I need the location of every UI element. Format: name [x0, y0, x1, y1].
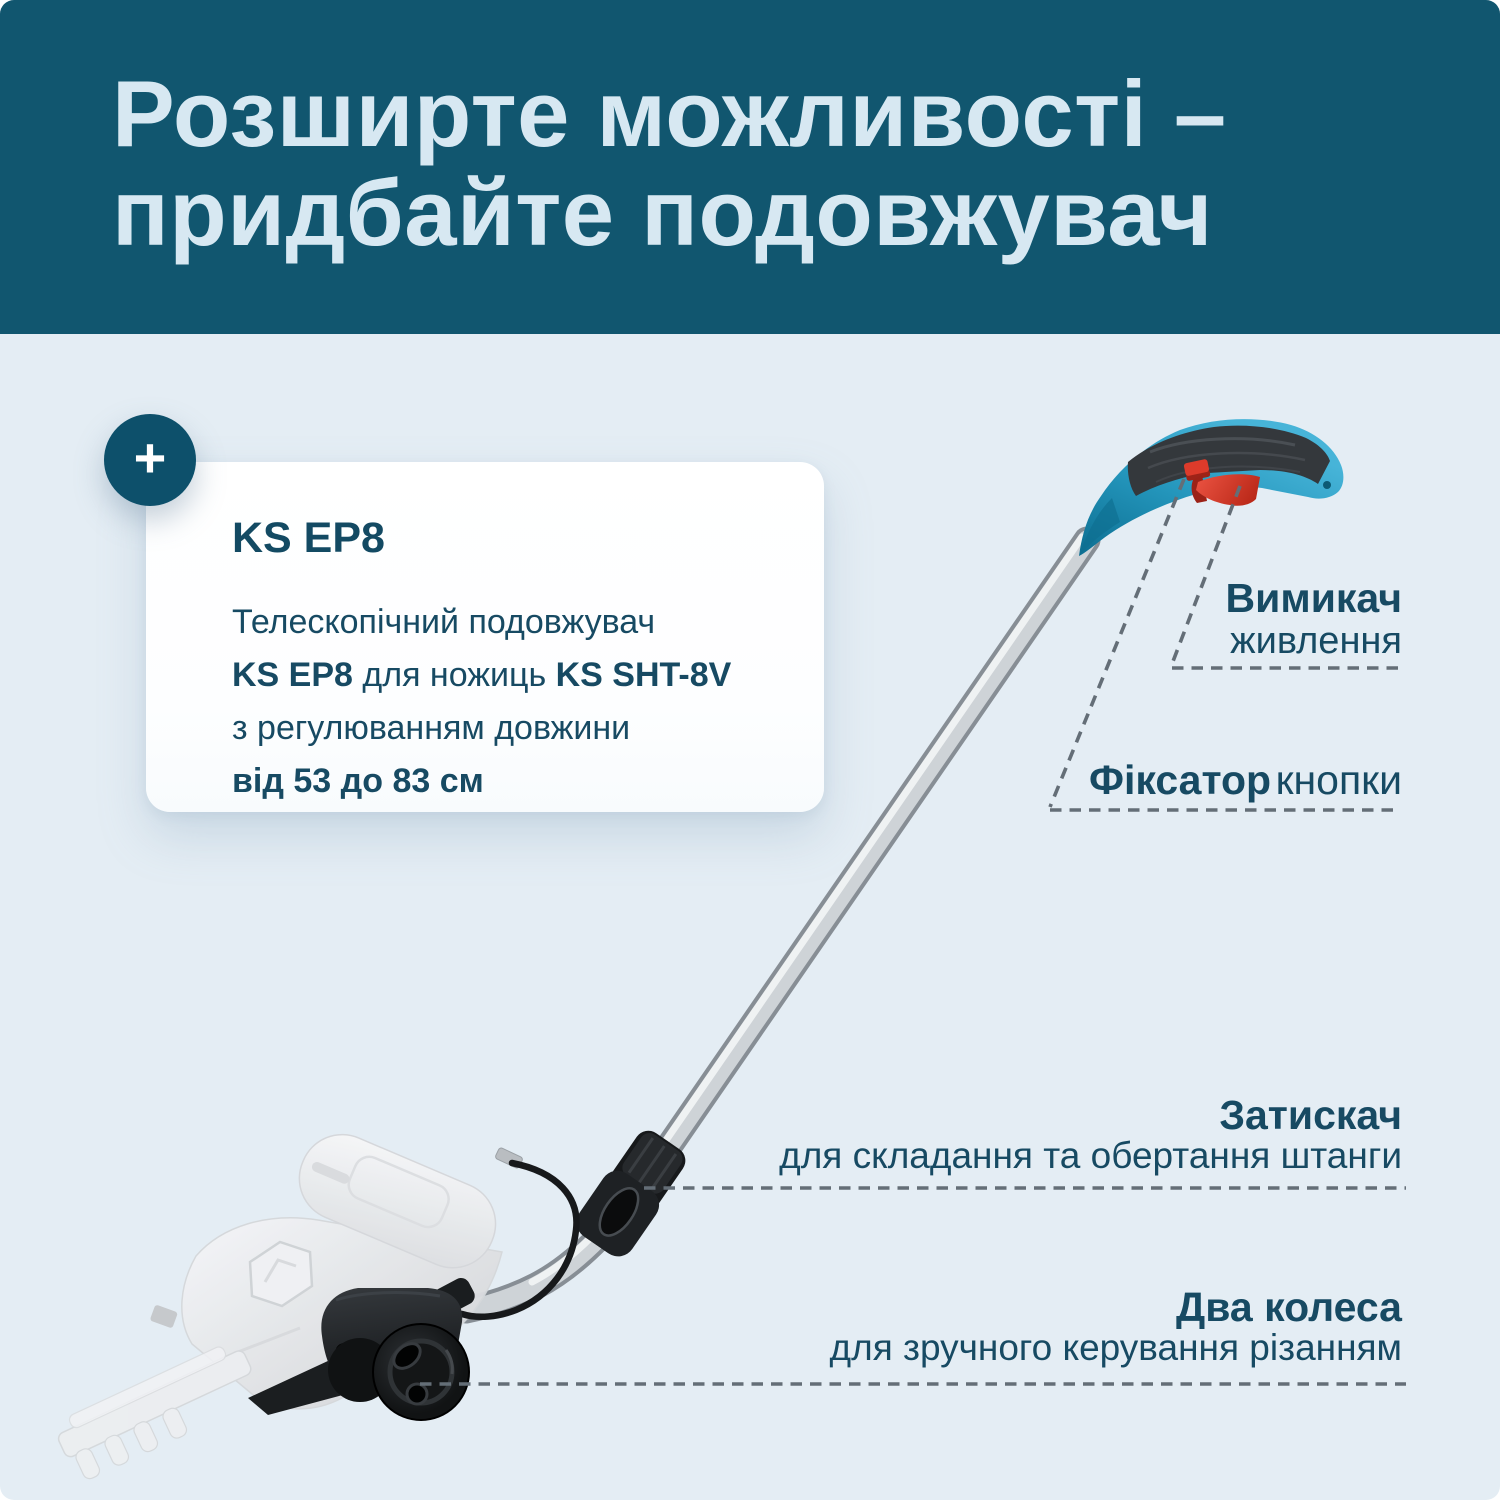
plus-icon: + — [133, 426, 167, 489]
promo-card — [146, 462, 824, 812]
description-line1: Телескопічний подовжувач — [232, 603, 656, 641]
plus-badge — [104, 414, 196, 506]
shear-blade — [51, 1338, 265, 1484]
power-trigger — [1192, 474, 1260, 505]
callout-clamp — [779, 1093, 1402, 1175]
front-wheel — [373, 1324, 469, 1420]
handle — [1079, 419, 1343, 556]
description-line3: з регулюванням довжини — [232, 709, 631, 747]
description-line4: від 53 до 83 см — [232, 762, 484, 800]
callout-wheels-subtitle: для зручного керування різанням — [829, 1327, 1402, 1368]
page-title-line2: придбайте подовжувач — [112, 160, 1213, 265]
callout-lock-title: Фіксатор — [1089, 757, 1272, 803]
callout-lock-subtitle: кнопки — [1275, 757, 1402, 803]
handle-rear-hole — [1323, 481, 1331, 489]
callout-wheels-title: Два колеса — [1176, 1284, 1402, 1330]
callout-wheels — [830, 1285, 1402, 1367]
callout-power-title: Вимикач — [1225, 575, 1402, 621]
callout-power-subtitle: живлення — [1230, 620, 1402, 662]
callout-power-switch — [1226, 576, 1402, 662]
description-line2: KS EP8 для ножиць KS SHT-8V — [232, 656, 732, 694]
callout-clamp-title: Затискач — [1219, 1092, 1402, 1138]
product-model-title: KS EP8 — [232, 514, 385, 562]
page-title-line1: Розширте можливості – — [112, 61, 1227, 166]
callout-clamp-subtitle: для складання та обертання штанги — [779, 1135, 1402, 1176]
callout-button-lock — [1089, 758, 1402, 802]
product-description — [232, 596, 731, 808]
ghost-side-button — [150, 1304, 178, 1328]
